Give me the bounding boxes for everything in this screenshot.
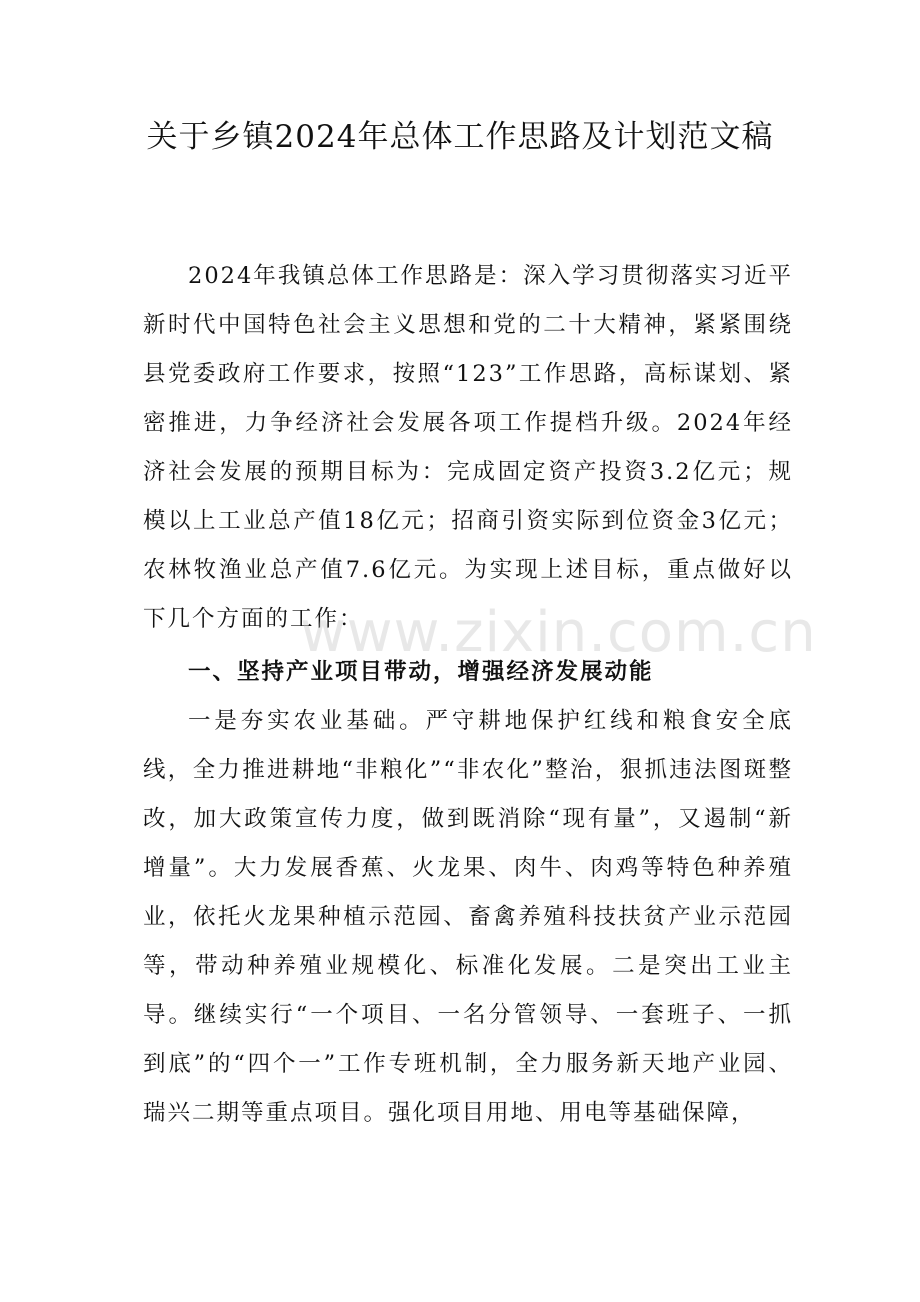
document-title: 关于乡镇2024年总体工作思路及计划范文稿: [146, 119, 774, 155]
intro-paragraph: 2024年我镇总体工作思路是：深入学习贯彻落实习近平新时代中国特色社会主义思想和党的二十大精神，紧紧围绕县党委政府工作要求，按照“123”工作思路，高标谋划、紧密推进，力争经济社会发展各项工作提档升级。2024年经济社会发展的预期目标为：完成固定资产投资3.2亿元；规模以上工业总产值18亿元；招商引资实际到位资金3亿元；农林牧渔业总产值7.6亿元。为实现上述目标，重点做好以下几个方面的工作：: [143, 263, 793, 632]
watermark: www.zixin.com.cn: [300, 600, 817, 665]
section-1-paragraph: 一是夯实农业基础。严守耕地保护红线和粮食安全底线，全力推进耕地“非粮化”“非农化”整治，狠抓违法图斑整改，加大政策宣传力度，做到既消除“现有量”，又遏制“新增量”。大力发展香蕉、火龙果、肉牛、肉鸡等特色种养殖业，依托火龙果种植示范园、畜禽养殖科技扶贫产业示范园等，带动种养殖业规模化、标准化发展。二是突出工业主导。继续实行“一个项目、一名分管领导、一套班子、一抓到底”的“四个一”工作专班机制，全力服务新天地产业园、瑞兴二期等重点项目。强化项目用地、用电等基础保障，: [143, 708, 793, 1126]
document-body: [143, 252, 793, 1138]
section-heading-1: 一、坚持产业项目带动，增强经济发展动能: [188, 659, 654, 685]
